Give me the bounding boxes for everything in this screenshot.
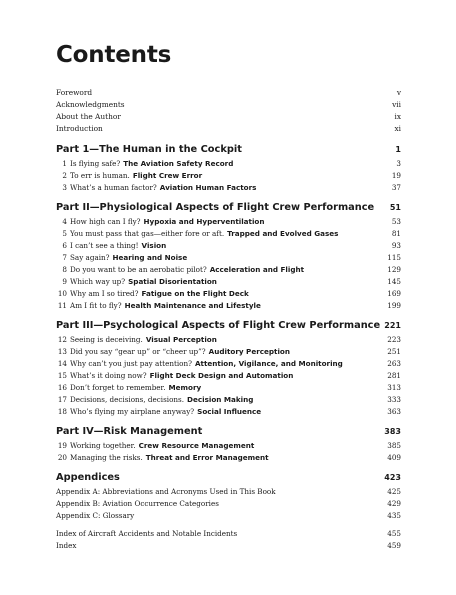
chapter-page: 37	[391, 183, 401, 192]
chapter-question: Working together.	[70, 441, 136, 450]
toc-chapter-16[interactable]	[56, 383, 401, 395]
entry-label: Foreword	[56, 88, 93, 97]
chapter-question: Do you want to be an aerobatic pilot?	[70, 265, 207, 274]
chapter-page: 333	[387, 395, 401, 404]
part-title: Part II—Physiological Aspects of Flight Crew Performance	[56, 202, 375, 213]
toc-chapter-3[interactable]	[56, 183, 401, 195]
entry-page: 459	[387, 541, 401, 550]
part-page: 221	[384, 321, 401, 330]
chapter-number: 6	[62, 241, 67, 250]
toc-chapter-18[interactable]	[56, 407, 401, 419]
toc-chapter-4[interactable]	[56, 217, 401, 229]
chapter-title: The Aviation Safety Record	[123, 159, 234, 168]
chapter-question: Am I fit to fly?	[70, 301, 122, 310]
toc-appendix-a[interactable]	[56, 487, 401, 499]
chapter-number: 15	[57, 371, 67, 380]
chapter-page: 3	[396, 159, 401, 168]
chapter-title: Hearing and Noise	[112, 253, 188, 262]
toc-chapter-12[interactable]	[56, 335, 401, 347]
toc-chapter-9[interactable]	[56, 277, 401, 289]
chapter-page: 281	[387, 371, 401, 380]
toc-chapter-17[interactable]	[56, 395, 401, 407]
chapter-title: Health Maintenance and Lifestyle	[124, 301, 261, 310]
chapter-number: 12	[57, 335, 67, 344]
entry-page: 455	[387, 529, 401, 538]
chapter-question: Decisions, decisions, decisions.	[70, 395, 185, 404]
chapter-number: 17	[57, 395, 67, 404]
chapter-question: Managing the risks.	[70, 453, 143, 462]
appendices-page: 423	[384, 473, 401, 482]
chapter-number: 20	[57, 453, 67, 462]
toc-chapter-7[interactable]	[56, 253, 401, 265]
chapter-page: 385	[387, 441, 401, 450]
part-title: Part 1—The Human in the Cockpit	[56, 144, 242, 155]
part-title: Part IV—Risk Management	[56, 426, 203, 437]
chapter-title: Trapped and Evolved Gases	[227, 229, 339, 238]
chapter-page: 223	[387, 335, 401, 344]
chapter-page: 251	[387, 347, 401, 356]
toc-chapter-6[interactable]	[56, 241, 401, 253]
chapter-question: What’s it doing now?	[70, 371, 147, 380]
chapter-page: 169	[387, 289, 401, 298]
toc-appendices[interactable]	[56, 472, 401, 486]
toc-part-2[interactable]	[56, 202, 401, 216]
chapter-title: Social Influence	[197, 407, 262, 416]
entry-label: Acknowledgments	[56, 100, 125, 109]
chapter-number: 5	[62, 229, 67, 238]
chapter-page: 199	[387, 301, 401, 310]
appendices-title: Appendices	[56, 472, 120, 483]
toc-chapter-20[interactable]	[56, 453, 401, 465]
chapter-question: To err is human.	[70, 171, 130, 180]
entry-page: xi	[394, 124, 401, 133]
chapter-page: 19	[391, 171, 401, 180]
chapter-number: 13	[57, 347, 67, 356]
entry-page: v	[396, 88, 401, 97]
toc-chapter-19[interactable]	[56, 441, 401, 453]
chapter-question: Who’s flying my airplane anyway?	[70, 407, 195, 416]
chapter-title: Flight Deck Design and Automation	[149, 371, 294, 380]
chapter-page: 129	[387, 265, 401, 274]
appendix-label: Appendix C: Glossary	[56, 511, 135, 520]
entry-label: Introduction	[56, 124, 103, 133]
part-page: 1	[395, 145, 401, 154]
entry-page: ix	[394, 112, 401, 121]
chapter-number: 9	[62, 277, 67, 286]
chapter-number: 10	[57, 289, 67, 298]
chapter-page: 115	[387, 253, 401, 262]
chapter-page: 363	[387, 407, 401, 416]
chapter-page: 93	[391, 241, 401, 250]
chapter-page: 313	[387, 383, 401, 392]
chapter-number: 2	[62, 171, 67, 180]
appendix-page: 429	[387, 499, 401, 508]
toc-entry-index[interactable]	[56, 541, 401, 553]
chapter-question: Is flying safe?	[70, 159, 121, 168]
entry-label: About the Author	[56, 112, 121, 121]
toc-entry-index-of-accidents[interactable]	[56, 529, 401, 541]
chapter-title: Visual Perception	[145, 335, 217, 344]
chapter-question: Did you say “gear up” or “cheer up”?	[70, 347, 206, 356]
chapter-title: Decision Making	[187, 395, 254, 404]
chapter-number: 1	[62, 159, 67, 168]
chapter-number: 4	[62, 217, 67, 226]
chapter-page: 53	[391, 217, 401, 226]
chapter-title: Attention, Vigilance, and Monitoring	[194, 359, 343, 368]
toc-chapter-10[interactable]	[56, 289, 401, 301]
chapter-title: Flight Crew Error	[132, 171, 203, 180]
entry-label: Index	[56, 541, 77, 550]
chapter-title: Acceleration and Flight	[209, 265, 305, 274]
chapter-number: 7	[62, 253, 67, 262]
toc-chapter-15[interactable]	[56, 371, 401, 383]
chapter-number: 14	[57, 359, 67, 368]
appendix-page: 425	[387, 487, 401, 496]
toc-part-3[interactable]	[56, 320, 401, 334]
chapter-page: 145	[387, 277, 401, 286]
part-title: Part III—Psychological Aspects of Flight Crew Performance	[56, 320, 381, 331]
chapter-page: 263	[387, 359, 401, 368]
chapter-question: Which way up?	[70, 277, 126, 286]
chapter-title: Hypoxia and Hyperventilation	[143, 217, 265, 226]
chapter-question: Seeing is deceiving.	[70, 335, 143, 344]
chapter-question: How high can I fly?	[70, 217, 141, 226]
entry-label: Index of Aircraft Accidents and Notable Incidents	[56, 529, 238, 538]
chapter-page: 409	[387, 453, 401, 462]
toc-entry-acknowledgments[interactable]	[56, 100, 401, 112]
appendix-page: 435	[387, 511, 401, 520]
toc-chapter-11[interactable]	[56, 301, 401, 313]
chapter-title: Threat and Error Management	[145, 453, 269, 462]
toc-part-1[interactable]	[56, 144, 401, 158]
entry-page: vii	[392, 100, 401, 109]
toc-entry-foreword[interactable]	[56, 88, 401, 100]
toc-chapter-5[interactable]	[56, 229, 401, 241]
chapter-title: Auditory Perception	[208, 347, 290, 356]
chapter-question: Why am I so tired?	[70, 289, 139, 298]
chapter-number: 11	[57, 301, 67, 310]
chapter-question: Why can’t you just pay attention?	[70, 359, 192, 368]
chapter-title: Spatial Disorientation	[128, 277, 217, 286]
chapter-title: Aviation Human Factors	[159, 183, 257, 192]
page-title: Contents	[56, 42, 172, 68]
chapter-question: You must pass that gas—either fore or aft.	[70, 229, 225, 238]
chapter-number: 18	[57, 407, 67, 416]
part-page: 383	[384, 427, 401, 436]
chapter-question: I can’t see a thing!	[70, 241, 139, 250]
toc-part-4[interactable]	[56, 426, 401, 440]
chapter-number: 8	[62, 265, 67, 274]
chapter-question: Don’t forget to remember.	[70, 383, 166, 392]
appendix-label: Appendix A: Abbreviations and Acronyms Used in This Book	[56, 487, 276, 496]
toc-entry-about-the-author[interactable]	[56, 112, 401, 124]
toc-chapter-2[interactable]	[56, 171, 401, 183]
toc-chapter-13[interactable]	[56, 347, 401, 359]
chapter-number: 3	[62, 183, 67, 192]
chapter-question: What’s a human factor?	[70, 183, 157, 192]
chapter-number: 19	[57, 441, 67, 450]
toc-entry-introduction[interactable]	[56, 124, 401, 136]
toc-appendix-c[interactable]	[56, 511, 401, 523]
chapter-title: Crew Resource Management	[138, 441, 255, 450]
chapter-question: Say again?	[70, 253, 110, 262]
toc-chapter-8[interactable]	[56, 265, 401, 277]
chapter-title: Memory	[168, 383, 202, 392]
toc-chapter-1[interactable]	[56, 159, 401, 171]
chapter-title: Vision	[141, 241, 167, 250]
appendix-label: Appendix B: Aviation Occurrence Categories	[56, 499, 219, 508]
part-page: 51	[389, 203, 401, 212]
chapter-number: 16	[57, 383, 67, 392]
chapter-page: 81	[391, 229, 401, 238]
chapter-title: Fatigue on the Flight Deck	[141, 289, 249, 298]
toc-chapter-14[interactable]	[56, 359, 401, 371]
toc-appendix-b[interactable]	[56, 499, 401, 511]
